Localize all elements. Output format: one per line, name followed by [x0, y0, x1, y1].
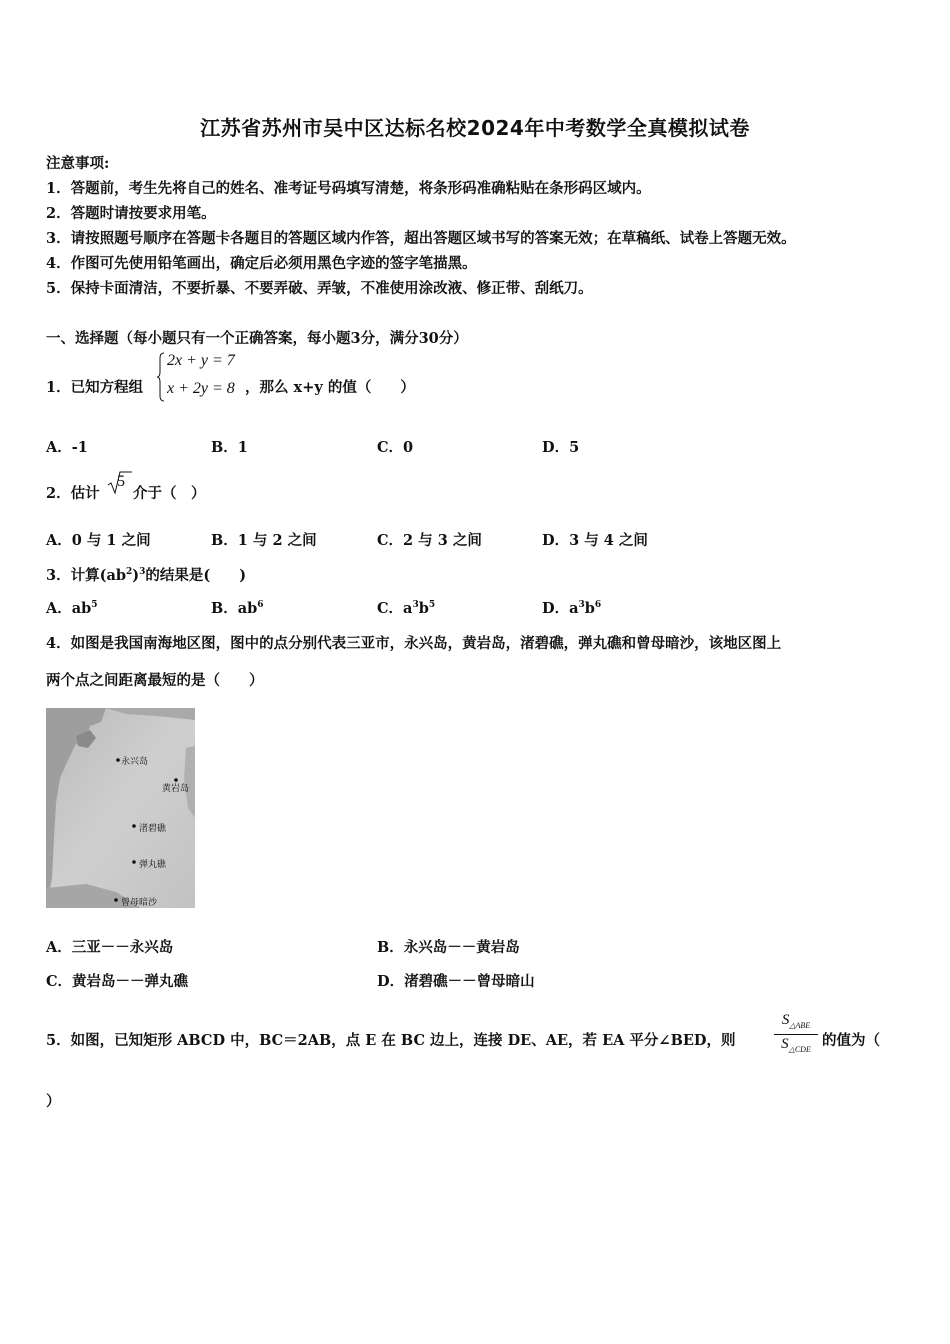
q4-option-c[interactable]: C．黄岩岛－－弹丸礁: [46, 973, 189, 990]
note-item-1: 1．答题前，考生先将自己的姓名、准考证号码填写清楚，将条形码准确粘贴在条形码区域内。: [46, 180, 651, 197]
q2-option-d[interactable]: D．3 与 4 之间: [542, 532, 648, 549]
map-label-yongxing: 永兴岛: [121, 757, 149, 767]
fraction-numerator: $S_{\triangle ABE}$: [781, 1012, 811, 1030]
area-ratio-fraction: [772, 1012, 820, 1056]
map-label-danwan: 弹丸礁: [139, 860, 167, 870]
q2-option-b[interactable]: B．1 与 2 之间: [211, 532, 317, 549]
q3-stem: 3．计算$(ab^2)^3$的结果是( ): [46, 567, 247, 584]
q4-line-1: 4．如图是我国南海地区图，图中的点分别代表三亚市，永兴岛，黄岩岛，渚碧礁，弹丸礁和曾母暗沙，该地区图上: [46, 635, 782, 652]
q3-option-c[interactable]: C．$a^3b^5$: [377, 600, 436, 617]
q4-option-a[interactable]: A．三亚－－永兴岛: [46, 939, 174, 956]
q2-suffix: 介于（ ）: [133, 485, 206, 502]
q1-option-a[interactable]: A．-1: [46, 439, 88, 456]
notes-heading: 注意事项:: [46, 155, 110, 172]
south-china-sea-map: [46, 708, 195, 908]
note-item-3: 3．请按照题号顺序在答题卡各题目的答题区域内作答，超出答题区域书写的答案无效；在草稿纸、试卷上答题无效。: [46, 230, 796, 247]
q5-suffix: 的值为（: [822, 1032, 880, 1049]
q1-option-c[interactable]: C．0: [377, 439, 414, 456]
q2-prefix: 2．估计: [46, 485, 100, 502]
q5-stem: 5．如图，已知矩形 ABCD 中，BC＝2AB，点 E 在 BC 边上，连接 DE、AE，若 EA 平分∠BED，则: [46, 1032, 736, 1049]
q2-radicand: 5: [117, 473, 125, 490]
note-item-4: 4．作图可先使用铅笔画出，确定后必须用黑色字迹的签字笔描黑。: [46, 255, 477, 272]
note-item-5: 5．保持卡面清洁，不要折暴、不要弄破、弄皱，不准使用涂改液、修正带、刮纸刀。: [46, 280, 593, 297]
q3-option-a[interactable]: A．$ab^5$: [46, 600, 98, 617]
note-item-2: 2．答题时请按要求用笔。: [46, 205, 216, 222]
section-heading: 一、选择题（每小题只有一个正确答案，每小题3分，满分30分）: [46, 330, 468, 347]
q5-close-paren: ）: [46, 1093, 61, 1110]
map-label-huangyan: 黄岩岛: [162, 784, 190, 794]
q1-prefix: 1．已知方程组: [46, 379, 144, 396]
page-title: 江苏省苏州市吴中区达标名校2024年中考数学全真模拟试卷: [200, 116, 750, 140]
q2-option-a[interactable]: A．0 与 1 之间: [46, 532, 151, 549]
q1-suffix: ，那么 x+y 的值（ ）: [245, 379, 415, 396]
map-label-zhubi: 渚碧礁: [139, 824, 167, 834]
q1-option-b[interactable]: B．1: [211, 439, 248, 456]
q4-line-2: 两个点之间距离最短的是（ ）: [46, 672, 264, 689]
map-label-zengmu: 曾母暗沙: [121, 898, 158, 908]
system-brace: [157, 352, 165, 402]
system-eq2: x + 2y = 8: [167, 380, 235, 397]
q4-option-d[interactable]: D．渚碧礁－－曾母暗山: [377, 973, 535, 990]
q3-option-b[interactable]: B．$ab^6$: [211, 600, 264, 617]
fraction-denominator: $S_{\triangle CDE}$: [781, 1036, 811, 1054]
q3-option-d[interactable]: D．$a^3b^6$: [542, 600, 602, 617]
q4-option-b[interactable]: B．永兴岛－－黄岩岛: [377, 939, 520, 956]
q1-option-d[interactable]: D．5: [542, 439, 580, 456]
system-eq1: 2x + y = 7: [167, 352, 235, 369]
q2-option-c[interactable]: C．2 与 3 之间: [377, 532, 482, 549]
